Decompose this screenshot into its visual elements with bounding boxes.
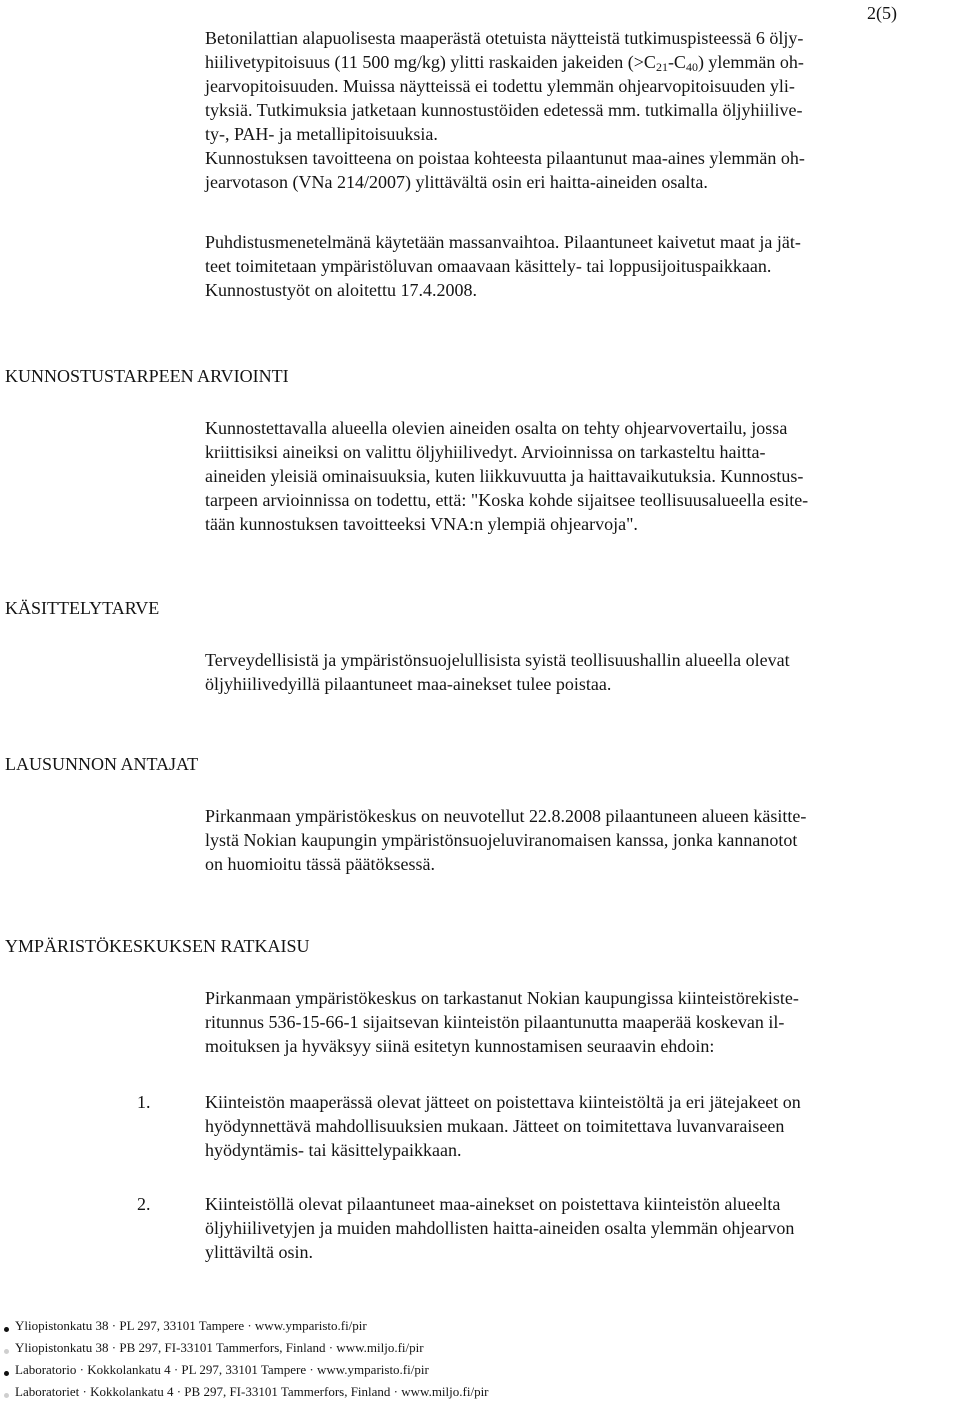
- text-line: tarpeen arvioinnissa on todettu, että: "Koska kohde sijaitsee teollisuusalueella esite-: [205, 490, 809, 510]
- section-heading-ratkaisu: YMPÄRISTÖKESKUKSEN RATKAISU: [5, 936, 310, 956]
- subscript: 40: [685, 60, 698, 74]
- footer-line: Yliopistonkatu 38 · PB 297, FI-33101 Tammerfors, Finland · www.miljo.fi/pir: [0, 1340, 424, 1356]
- bullet-icon: [4, 1327, 9, 1332]
- text-line: tään kunnostuksen tavoitteeksi VNA:n ylempiä ohjearvoja".: [205, 514, 638, 534]
- section-heading-lausunnon: LAUSUNNON ANTAJAT: [5, 754, 199, 774]
- text-line: öljyhiilivetyjen ja muiden mahdollisten haitta-aineiden osalta ylemmän ohjearvon: [205, 1218, 795, 1238]
- bullet-icon: [4, 1393, 9, 1398]
- section-heading-kunnostustarve: KUNNOSTUSTARPEEN ARVIOINTI: [5, 366, 289, 386]
- intro-paragraph: [205, 26, 955, 194]
- kunnostustarve-paragraph: [205, 416, 955, 536]
- text-line: tyksiä. Tutkimuksia jatketaan kunnostustöiden edetessä mm. tutkimalla öljyhiilive-: [205, 100, 803, 120]
- text-line: ylittäviltä osin.: [205, 1242, 313, 1262]
- bullet-icon: [4, 1349, 9, 1354]
- bullet-icon: [4, 1371, 9, 1376]
- list-item-number: 2.: [137, 1194, 151, 1214]
- footer-line: Yliopistonkatu 38 · PL 297, 33101 Tampere · www.ymparisto.fi/pir: [0, 1318, 367, 1334]
- footer-line: Laboratorio · Kokkolankatu 4 · PL 297, 33101 Tampere · www.ymparisto.fi/pir: [0, 1362, 429, 1378]
- footer-line: Laboratoriet · Kokkolankatu 4 · PB 297, FI-33101 Tammerfors, Finland · www.miljo.fi/pir: [0, 1384, 489, 1400]
- text-line: aineiden yleisiä ominaisuuksia, kuten liikkuvuutta ja haittavaikutuksia. Kunnostus-: [205, 466, 804, 486]
- text-line: kriittisiksi aineiksi on valittu öljyhiilivedyt. Arvioinnissa on tarkasteltu haitta-: [205, 442, 766, 462]
- text-line: Kiinteistön maaperässä olevat jätteet on poistettava kiinteistöltä ja eri jätejakeet on: [205, 1092, 801, 1112]
- text-line: jearvotason (VNa 214/2007) ylittävältä osin eri haitta-aineiden osalta.: [205, 172, 708, 192]
- text-line: hyödyntämis- tai käsittelypaikkaan.: [205, 1140, 462, 1160]
- text-line: Kunnostettavalla alueella olevien aineiden osalta on tehty ohjearvovertailu, jossa: [205, 418, 788, 438]
- text-line: Kunnostuksen tavoitteena on poistaa kohteesta pilaantunut maa-aines ylemmän oh-: [205, 148, 805, 168]
- text-line: on huomioitu tässä päätöksessä.: [205, 854, 435, 874]
- text-line: Pirkanmaan ympäristökeskus on tarkastanut Nokian kaupungissa kiinteistörekiste-: [205, 988, 799, 1008]
- text-line: ty-, PAH- ja metallipitoisuuksia.: [205, 124, 438, 144]
- lausunnon-paragraph: [205, 804, 955, 876]
- list-item: [205, 1192, 955, 1264]
- page-number: 2(5): [867, 3, 897, 23]
- text-line: Kiinteistöllä olevat pilaantuneet maa-ainekset on poistettava kiinteistön alueelta: [205, 1194, 781, 1214]
- text-line: jearvopitoisuuden. Muissa näytteissä ei todettu ylemmän ohjearvopitoisuuden yli-: [205, 76, 795, 96]
- text-line: Puhdistusmenetelmänä käytetään massanvaihtoa. Pilaantuneet kaivetut maat ja jät-: [205, 232, 801, 252]
- section-heading-kasittelytarve: KÄSITTELYTARVE: [5, 598, 160, 618]
- kasittelytarve-paragraph: [205, 648, 955, 696]
- list-item-number: 1.: [137, 1092, 151, 1112]
- subscript: 21: [655, 60, 668, 74]
- method-paragraph: [205, 230, 955, 302]
- text-line: Terveydellisistä ja ympäristönsuojelullisista syistä teollisuushallin alueella olevat: [205, 650, 790, 670]
- text-line: ritunnus 536-15-66-1 sijaitsevan kiinteistön pilaantunutta maaperää koskevan il-: [205, 1012, 785, 1032]
- list-item: [205, 1090, 955, 1162]
- text-line: hiilivetypitoisuus (11 500 mg/kg) ylitti raskaiden jakeiden $(>C_{21}-C_{40})$ ylemmän oh-: [205, 52, 804, 74]
- text-line: teet toimitetaan ympäristöluvan omaavaan käsittely- tai loppusijoituspaikkaan.: [205, 256, 772, 276]
- ratkaisu-paragraph: [205, 986, 955, 1058]
- text-line: lystä Nokian kaupungin ympäristönsuojeluviranomaisen kanssa, jonka kannanotot: [205, 830, 798, 850]
- text-line: hyödynnettävä mahdollisuuksien mukaan. Jätteet on toimitettava luvanvaraiseen: [205, 1116, 785, 1136]
- text-line: öljyhiilivedyillä pilaantuneet maa-ainekset tulee poistaa.: [205, 674, 612, 694]
- text-line: Betonilattian alapuolisesta maaperästä otetuista näytteistä tutkimuspisteessä 6 öljy-: [205, 28, 804, 48]
- text-line: Kunnostustyöt on aloitettu 17.4.2008.: [205, 280, 477, 300]
- text-line: Pirkanmaan ympäristökeskus on neuvotellut 22.8.2008 pilaantuneen alueen käsitte-: [205, 806, 807, 826]
- text-line: moituksen ja hyväksyy siinä esitetyn kunnostamisen seuraavin ehdoin:: [205, 1036, 715, 1056]
